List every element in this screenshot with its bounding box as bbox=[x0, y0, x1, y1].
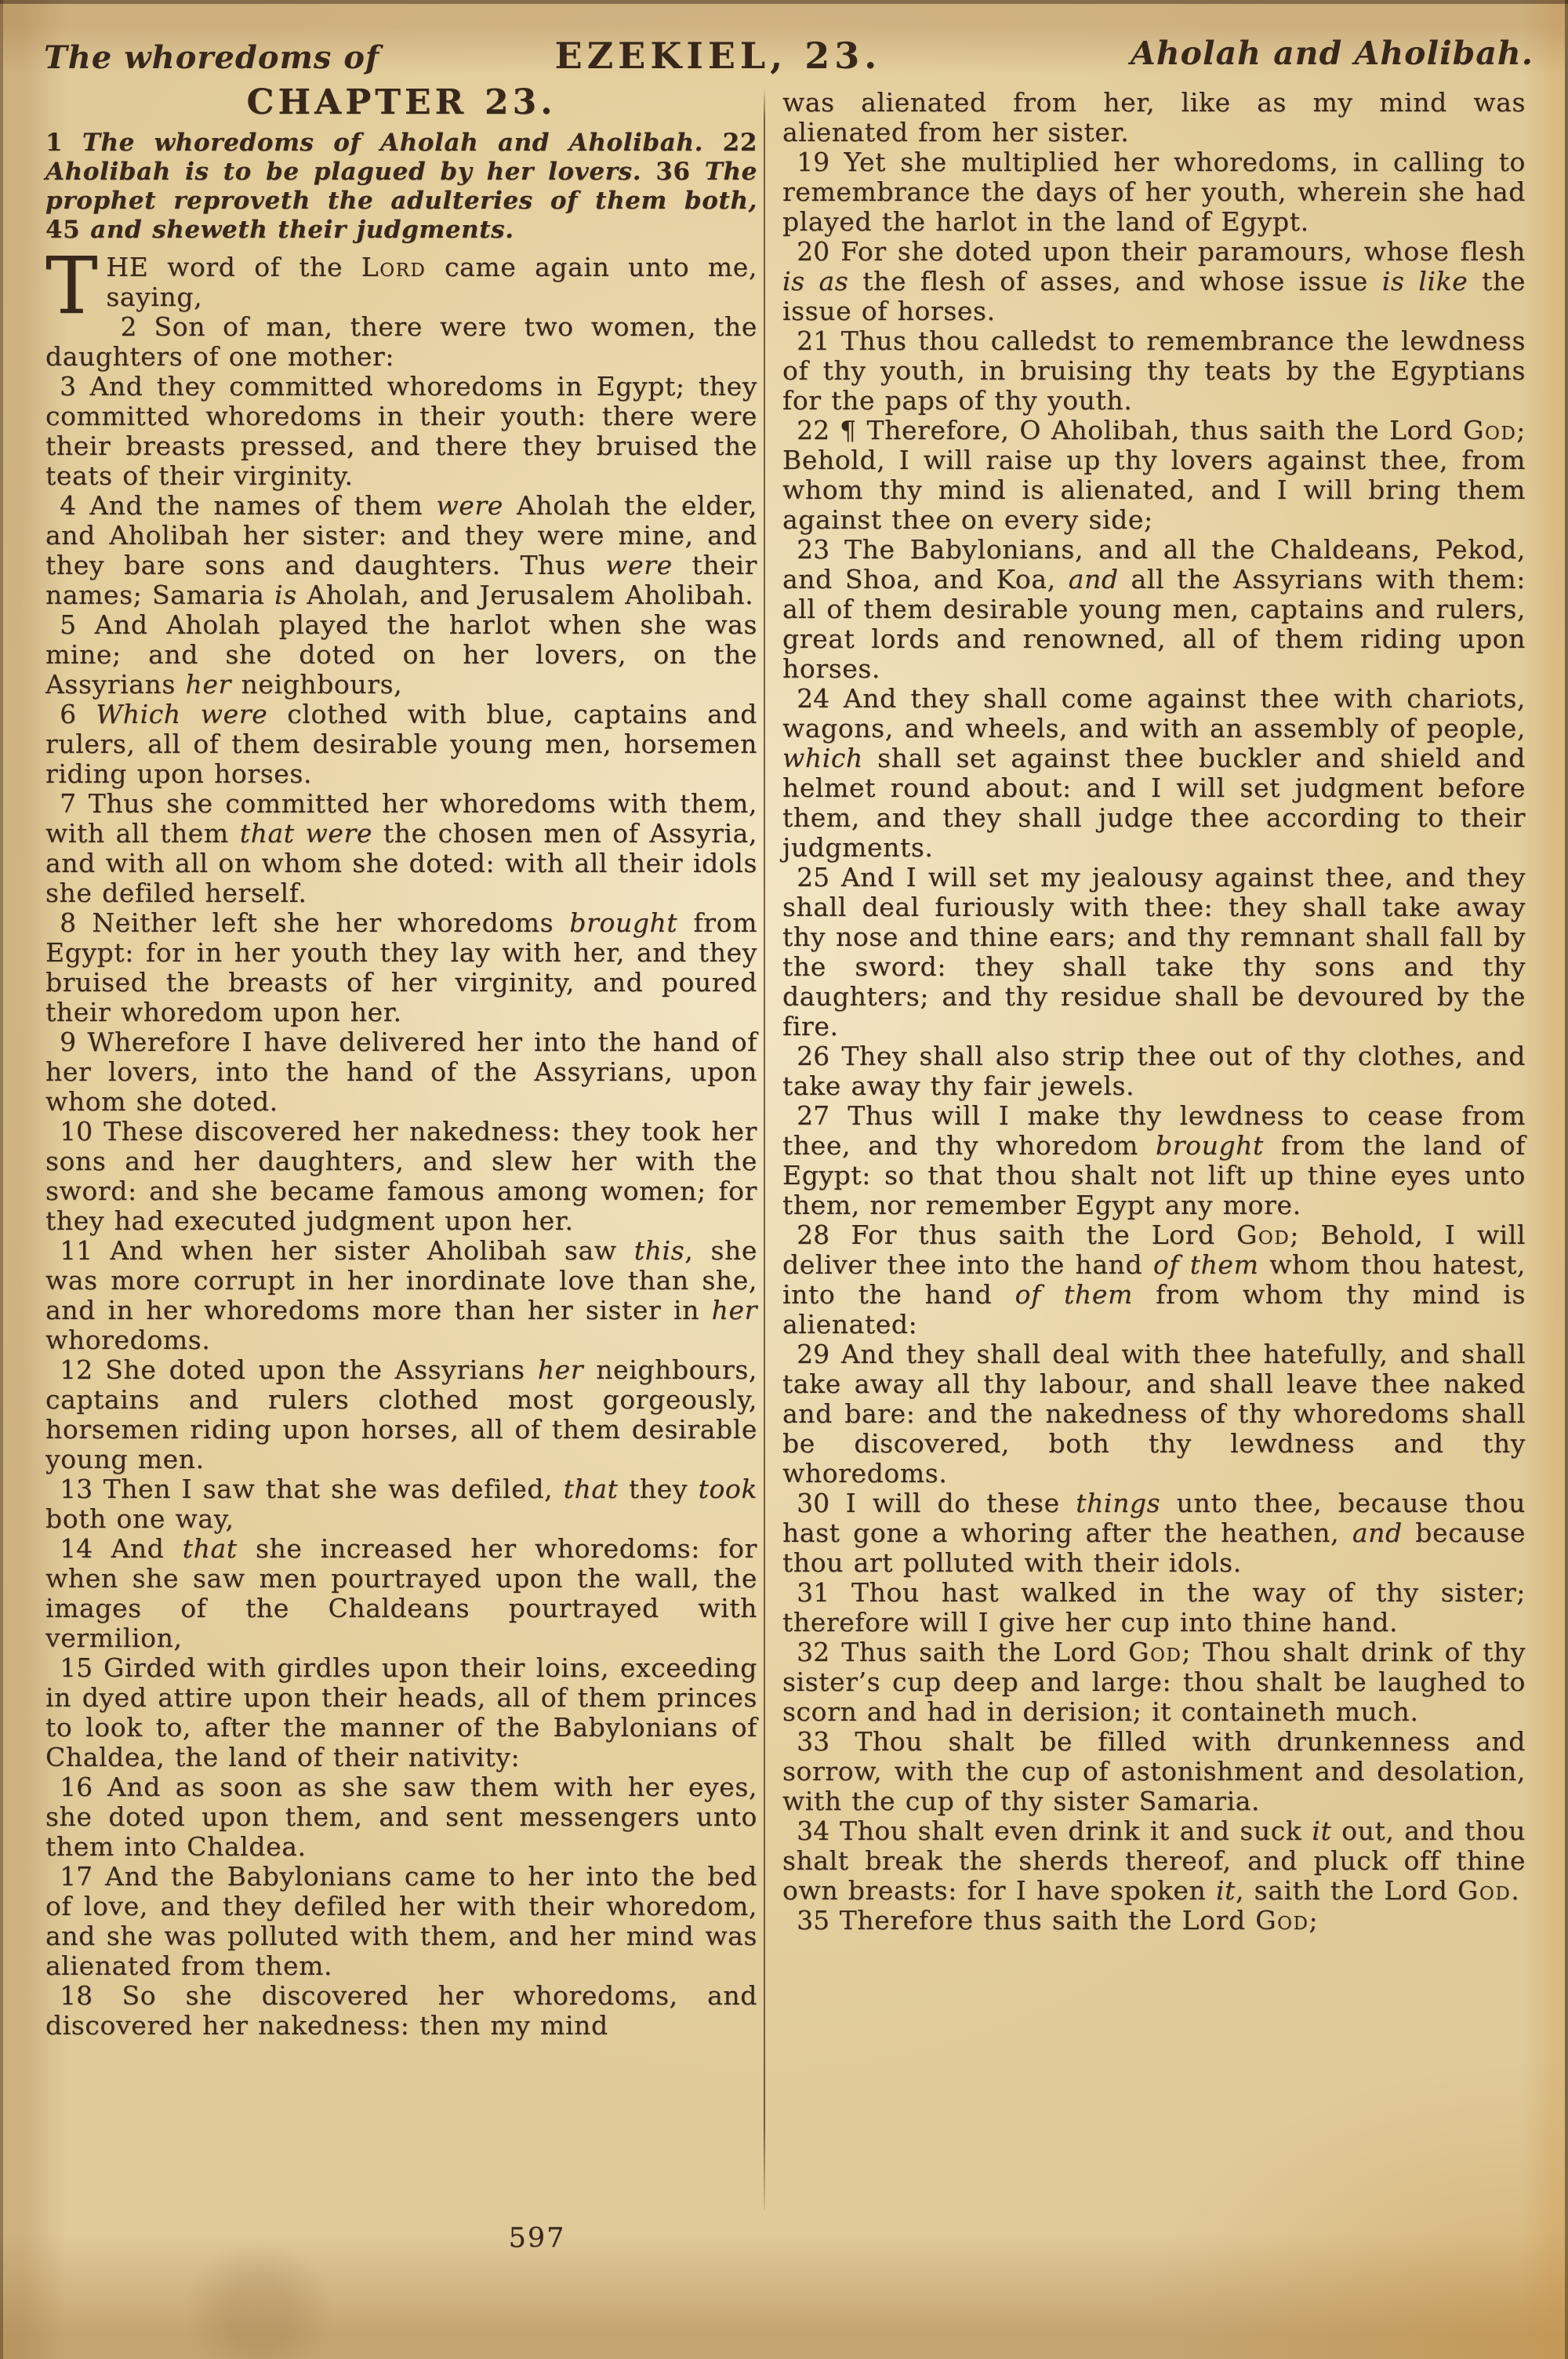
verse: 14 And that she increased her whoredoms: for when she saw men pourtrayed upon the wall, the images of the Chaldeans pourtrayed with vermilion, bbox=[45, 1533, 757, 1653]
verse: 3 And they committed whoredoms in Egypt; they committed whoredoms in their youth: there were their breasts pressed, and there they bruised the teats of their virginity. bbox=[45, 371, 757, 491]
verse: 23 The Babylonians, and all the Chaldeans, Pekod, and Shoa, and Koa, and all the Assyrians with them: all of them desirable young men, captains and rulers, great lords and renowned, all of them riding upon horses. bbox=[782, 534, 1526, 684]
verse: 13 Then I saw that she was defiled, that they took both one way, bbox=[45, 1474, 757, 1534]
page-number: 597 bbox=[508, 2223, 566, 2254]
verse-number: 12 bbox=[60, 1354, 93, 1385]
chapter-summary: 1 The whoredoms of Aholah and Aholibah. 22 Aholibah is to be plagued by her lovers. 36 The prophet reproveth the adulteries of them both, 45 and sheweth their judgments. bbox=[45, 129, 757, 244]
verse: 9 Wherefore I have delivered her into the hand of her lovers, into the hand of the Assyrians, upon whom she doted. bbox=[45, 1027, 757, 1117]
verse: 8 Neither left she her whoredoms brought from Egypt: for in her youth they lay with her, and they bruised the breasts of her virginity, and poured their whoredom upon her. bbox=[45, 907, 758, 1027]
verse-number: 32 bbox=[797, 1637, 830, 1667]
verse: 15 Girded with girdles upon their loins, exceeding in dyed attire upon their heads, all of them princes to look to, after the manner of the Babylonians of Chaldea, the land of their nativity: bbox=[45, 1652, 757, 1772]
drop-cap: T bbox=[45, 240, 99, 332]
verse: 11 And when her sister Aholibah saw this, she was more corrupt in her inordinate love than she, and in her whoredoms more than her sister in her whoredoms. bbox=[45, 1235, 757, 1355]
verse: 34 Thou shalt even drink it and suck it out, and thou shalt break the sherds thereof, and pluck off thine own breasts: for I have spoken it, saith the Lord God. bbox=[782, 1816, 1526, 1906]
verse-number: 20 bbox=[797, 236, 830, 267]
verse-number: 24 bbox=[797, 683, 830, 714]
verse: 4 And the names of them were Aholah the elder, and Aholibah her sister: and they were mine, and they bare sons and daughters. Thus were their names; Samaria is Aholah, and Jerusalem Aholibah. bbox=[45, 490, 758, 610]
verse: 12 She doted upon the Assyrians her neighbours, captains and rulers clothed most gorgeously, horsemen riding upon horses, all of them desirable young men. bbox=[45, 1354, 757, 1474]
verse-number: 31 bbox=[797, 1577, 830, 1608]
verse: 22 ¶ Therefore, O Aholibah, thus saith the Lord God; Behold, I will raise up thy lovers against thee, from whom thy mind is alienated, and I will bring them against thee on every side; bbox=[782, 415, 1526, 535]
running-head-right: Aholah and Aholibah. bbox=[1131, 35, 1534, 72]
verse: 16 And as soon as she saw them with her eyes, she doted upon them, and sent messengers unto them into Chaldea. bbox=[45, 1772, 757, 1862]
verse-number: 11 bbox=[60, 1235, 93, 1266]
verse-number: 17 bbox=[60, 1861, 93, 1892]
verse-number: 5 bbox=[60, 609, 77, 640]
verse-number: 27 bbox=[797, 1100, 830, 1131]
verse: 20 For she doted upon their paramours, whose flesh is as the flesh of asses, and whose issue is like the issue of horses. bbox=[782, 236, 1526, 326]
verse-number: 34 bbox=[797, 1816, 830, 1846]
chapter-heading: CHAPTER 23. bbox=[246, 82, 557, 122]
verse-number: 3 bbox=[60, 371, 77, 402]
verse-number: 19 bbox=[797, 147, 830, 177]
verse-number: 33 bbox=[797, 1726, 830, 1757]
verse-number: 16 bbox=[60, 1772, 93, 1802]
verse-number: 22 bbox=[797, 415, 830, 445]
verse-number: 26 bbox=[797, 1041, 830, 1071]
verse: 19 Yet she multiplied her whoredoms, in calling to remembrance the days of her youth, wherein she had played the harlot in the land of Egypt. bbox=[782, 147, 1526, 237]
verse-number: 7 bbox=[60, 788, 77, 819]
column-left bbox=[45, 82, 758, 2041]
verse-number: 6 bbox=[60, 699, 77, 729]
column-divider bbox=[764, 88, 765, 2210]
verse: 2 Son of man, there were two women, the daughters of one mother: bbox=[45, 311, 757, 372]
verse-number: 25 bbox=[797, 862, 830, 892]
verse-number: 18 bbox=[60, 1980, 93, 2011]
verse: 31 Thou hast walked in the way of thy sister; therefore will I give her cup into thine hand. bbox=[782, 1577, 1526, 1637]
verse-number: 2 bbox=[120, 311, 137, 342]
verse: 18 So she discovered her whoredoms, and discovered her nakedness: then my mind bbox=[45, 1980, 757, 2041]
verse-number: 28 bbox=[797, 1219, 830, 1250]
running-head-left: The whoredoms of bbox=[44, 39, 380, 76]
verse: 7 Thus she committed her whoredoms with them, with all them that were the chosen men of Assyria, and with all on whom she doted: with all their idols she defiled herself. bbox=[45, 788, 758, 908]
verse-number: 21 bbox=[797, 325, 830, 356]
verse-number: 13 bbox=[60, 1474, 93, 1504]
verse: 30 I will do these things unto thee, because thou hast gone a whoring after the heathen, and because thou art polluted with their idols. bbox=[782, 1488, 1526, 1578]
verse: 32 Thus saith the Lord God; Thou shalt drink of thy sister’s cup deep and large: thou shalt be laughed to scorn and had in derision; it containeth much. bbox=[782, 1637, 1526, 1727]
verse-number: 29 bbox=[797, 1339, 830, 1369]
verse: 29 And they shall deal with thee hatefully, and shall take away all thy labour, and shall leave thee naked and bare: and the nakedness of thy whoredoms shall be discovered, both thy lewdness and thy whoredoms. bbox=[782, 1339, 1526, 1488]
verse: 24 And they shall come against thee with chariots, wagons, and wheels, and with an assembly of people, which shall set against thee buckler and shield and helmet round about: and I will set judgment before them, and they shall judge thee according to their judgments. bbox=[782, 683, 1526, 863]
verse: 26 They shall also strip thee out of thy clothes, and take away thy fair jewels. bbox=[782, 1041, 1526, 1101]
verse: 35 Therefore thus saith the Lord God; bbox=[797, 1905, 1319, 1936]
verse-number: 14 bbox=[60, 1533, 93, 1564]
verse-number: 15 bbox=[60, 1652, 93, 1683]
verse-number: 35 bbox=[797, 1905, 830, 1936]
verse-number: 4 bbox=[60, 490, 77, 521]
verse: 10 These discovered her nakedness: they took her sons and her daughters, and slew her with the sword: and she became famous among women; for they had executed judgment upon her. bbox=[45, 1116, 757, 1236]
verse: 21 Thus thou calledst to remembrance the lewdness of thy youth, in bruising thy teats by the Egyptians for the paps of thy youth. bbox=[782, 325, 1526, 416]
verse: 28 For thus saith the Lord God; Behold, I will deliver thee into the hand of them whom thou hatest, into the hand of them from whom thy mind is alienated: bbox=[782, 1219, 1526, 1339]
verse-number: 23 bbox=[797, 534, 830, 565]
verse: 5 And Aholah played the harlot when she was mine; and she doted on her lovers, on the Assyrians her neighbours, bbox=[45, 609, 757, 700]
verse-number: 10 bbox=[60, 1116, 93, 1147]
running-head-center: EZEKIEL, 23. bbox=[554, 35, 882, 77]
verse-number: 9 bbox=[60, 1027, 77, 1057]
column-right bbox=[782, 88, 1526, 1936]
verse: 27 Thus will I make thy lewdness to cease from thee, and thy whoredom brought from the land of Egypt: so that thou shalt not lift up thine eyes unto them, nor remember Egypt any more. bbox=[782, 1100, 1526, 1220]
verse: 17 And the Babylonians came to her into the bed of love, and they defiled her with their whoredom, and she was polluted with them, and her mind was alienated from them. bbox=[45, 1861, 757, 1981]
verse: 6 Which were clothed with blue, captains and rulers, all of them desirable young men, horsemen riding upon horses. bbox=[45, 699, 758, 789]
running-head bbox=[44, 35, 1534, 75]
verse: 25 And I will set my jealousy against thee, and they shall deal furiously with thee: they shall take away thy nose and thine ears; and thy remnant shall fall by the sword: they shall take thy sons and thy daughters; and thy residue shall be devoured by the fire. bbox=[782, 862, 1526, 1041]
verse: was alienated from her, like as my mind was alienated from her sister. bbox=[782, 87, 1526, 147]
verse-number: 30 bbox=[797, 1488, 830, 1518]
verse-number: 8 bbox=[60, 907, 77, 938]
verse: THE word of the Lord came again unto me, saying, bbox=[45, 240, 757, 332]
verse: 33 Thou shalt be filled with drunkenness and sorrow, with the cup of astonishment and desolation, with the cup of thy sister Samaria. bbox=[782, 1726, 1526, 1816]
